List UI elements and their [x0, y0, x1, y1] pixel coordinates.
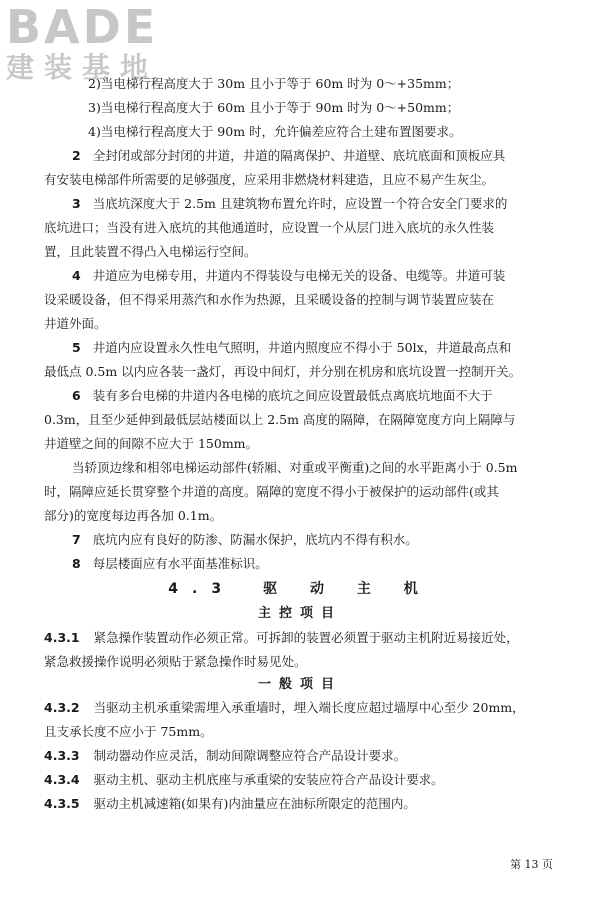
clause-number: 2: [72, 148, 81, 163]
paragraph-line: 有安装电梯部件所需要的足够强度，应采用非燃烧材料建造，且应不易产生灰尘。: [44, 172, 495, 187]
clause-text: 制动器动作应灵活，制动间隙调整应符合产品设计要求。: [93, 748, 407, 763]
watermark-chinese: 建装基地: [6, 51, 159, 84]
clause-text: 驱动主机、驱动主机底座与承重梁的安装应符合产品设计要求。: [93, 772, 444, 787]
section-heading: 4.3 驱 动 主 机: [168, 581, 432, 597]
paragraph-line: 部分)的宽度每边再各加 0.1m。: [44, 508, 223, 523]
clause-number: 6: [72, 388, 81, 403]
paragraph-line: [44, 772, 444, 788]
paragraph-line: 最低点 0.5m 以内应各装一盏灯，再设中间灯，并分别在机房和底坑设置一控制开关。: [44, 364, 522, 379]
paragraph-line: [72, 556, 268, 572]
clause-text: 当驱动主机承重梁需埋入承重墙时，埋入端长度应超过墙厚中心至少 20mm，: [93, 700, 525, 715]
list-item: 3)当电梯行程高度大于 60m 且小于等于 90m 时为 0～+50mm；: [88, 100, 460, 115]
clause-number: 7: [72, 532, 81, 547]
paragraph-line: [44, 630, 519, 646]
paragraph-line: [44, 700, 525, 716]
list-item: 2)当电梯行程高度大于 30m 且小于等于 60m 时为 0～+35mm；: [88, 76, 460, 91]
clause-text: 每层楼面应有水平面基准标识。: [92, 556, 268, 571]
clause-number: 4.3.5: [44, 796, 80, 811]
paragraph-line: 时，隔障应延长贯穿整个井道的高度。隔障的宽度不得小于被保护的运动部件(或其: [44, 484, 499, 499]
clause-text: 井道内应设置永久性电气照明，井道内照度应不得小于 50lx，井道最高点和: [92, 340, 512, 355]
paragraph-line: [44, 748, 406, 764]
clause-number: 4: [72, 268, 81, 283]
clause-text: 紧急操作装置动作必须正常。可拆卸的装置必须置于驱动主机附近易接近处，: [93, 630, 519, 645]
subsection-heading: 主控项目: [257, 606, 342, 621]
clause-text: 井道应为电梯专用，井道内不得装设与电梯无关的设备、电缆等。井道可装: [92, 268, 506, 283]
clause-number: 4.3.2: [44, 700, 80, 715]
subsection-heading: 一般项目: [257, 677, 342, 692]
clause-text: 装有多台电梯的井道内各电梯的底坑之间应设置最低点离底坑地面不大于: [92, 388, 493, 403]
paragraph-line: 置，且此装置不得凸入电梯运行空间。: [44, 244, 257, 259]
clause-number: 4.3.3: [44, 748, 80, 763]
clause-number: 4.3.1: [44, 630, 80, 645]
paragraph-line: 紧急救援操作说明必须贴于紧急操作时易见处。: [44, 654, 307, 669]
paragraph-line: [72, 532, 418, 548]
page-number: 第 13 页: [510, 858, 553, 871]
paragraph-line: [44, 796, 416, 812]
paragraph-line: 井道外面。: [44, 316, 107, 331]
paragraph-line: 0.3m，且至少延伸到最低层站楼面以上 2.5m 高度的隔障，在隔障宽度方向上隔障与: [44, 412, 516, 427]
clause-number: 8: [72, 556, 81, 571]
clause-text: 驱动主机减速箱(如果有)内油量应在油标所限定的范围内。: [93, 796, 416, 811]
paragraph-line: 设采暖设备，但不得采用蒸汽和水作为热源，且采暖设备的控制与调节装置应装在: [44, 292, 495, 307]
paragraph-line: 井道壁之间的间隙不应大于 150mm。: [44, 436, 259, 451]
clause-number: 5: [72, 340, 81, 355]
watermark-latin: BADE: [6, 0, 159, 54]
clause-text: 全封闭或部分封闭的井道，井道的隔离保护、井道壁、底坑底面和顶板应具: [92, 148, 506, 163]
paragraph-line: [72, 388, 493, 404]
paragraph-line: 当轿顶边缘和相邻电梯运动部件(轿厢、对重或平衡重)之间的水平距离小于 0.5m: [72, 460, 518, 475]
paragraph-line: [72, 148, 505, 164]
list-item: 4)当电梯行程高度大于 90m 时，允许偏差应符合土建布置图要求。: [88, 124, 462, 139]
paragraph-line: 且支承长度不应小于 75mm。: [44, 724, 213, 739]
clause-text: 当底坑深度大于 2.5m 且建筑物布置允许时，应设置一个符合安全门要求的: [92, 196, 508, 211]
paragraph-line: 底坑进口；当没有进入底坑的其他通道时，应设置一个从层门进入底坑的永久性装: [44, 220, 495, 235]
clause-number: 4.3.4: [44, 772, 80, 787]
paragraph-line: [72, 196, 507, 212]
paragraph-line: [72, 340, 511, 356]
paragraph-line: [72, 268, 505, 284]
clause-number: 3: [72, 196, 81, 211]
clause-text: 底坑内应有良好的防渗、防漏水保护，底坑内不得有积水。: [92, 532, 418, 547]
